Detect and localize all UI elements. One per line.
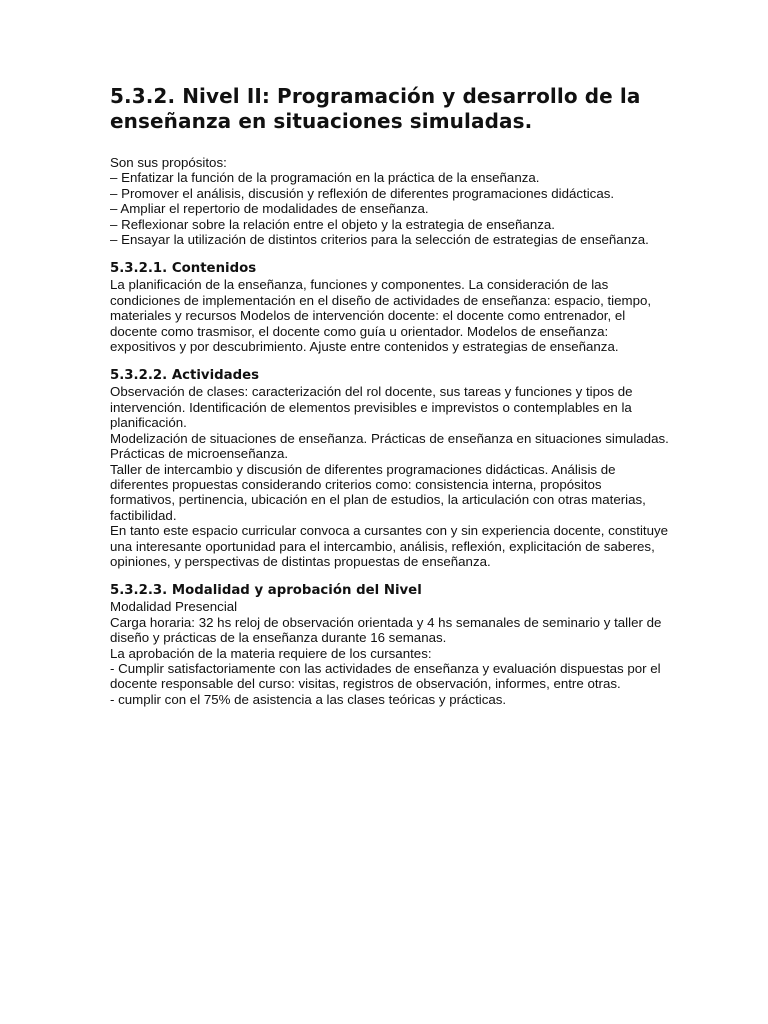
purpose-item: – Reflexionar sobre la relación entre el objeto y la estrategia de enseñanza. (110, 216, 555, 232)
section-paragraph: Observación de clases: caracterización del rol docente, sus tareas y funciones y tipos de intervención. Identificación de elementos previsibles e imprevistos o contemplables en la planificación. (110, 384, 633, 431)
section-paragraph: - cumplir con el 75% de asistencia a las clases teóricas y prácticas. (110, 691, 507, 707)
section-paragraph: Modalidad Presencial (110, 599, 238, 615)
section-heading: 5.3.2.3. Modalidad y aprobación del Nivel (110, 583, 422, 599)
section-paragraph: Modelización de situaciones de enseñanza. Prácticas de enseñanza en situaciones simuladas. Prácticas de microenseñanza. (110, 430, 669, 462)
section-heading: 5.3.2.1. Contenidos (110, 261, 257, 277)
purpose-item: – Promover el análisis, discusión y reflexión de diferentes programaciones didácticas. (110, 185, 615, 201)
section-paragraph: La planificación de la enseñanza, funciones y componentes. La consideración de las condiciones de implementación en el diseño de actividades de enseñanza: espacio, tiempo, materiales y recursos Modelos de intervención docente: el docente como entrenador, el docente como trasmisor, el docente como guía u orientador. Modelos de enseñanza: expositivos y por descubrimiento. Ajuste entre contenidos y estrategias de enseñanza. (110, 277, 652, 355)
intro-lead: Son sus propósitos: (110, 155, 227, 170)
section-heading: 5.3.2.2. Actividades (110, 368, 260, 384)
purpose-item: – Ampliar el repertorio de modalidades de enseñanza. (110, 201, 429, 217)
intro-block (110, 155, 670, 247)
document-page (110, 84, 670, 707)
section-paragraph: La aprobación de la materia requiere de los cursantes: (110, 645, 432, 661)
purpose-item: – Ensayar la utilización de distintos criterios para la selección de estrategias de enseñanza. (110, 232, 649, 248)
page-title: 5.3.2. Nivel II: Programación y desarrollo de la enseñanza en situaciones simuladas. (110, 84, 641, 133)
section-paragraph: Carga horaria: 32 hs reloj de observación orientada y 4 hs semanales de seminario y taller de diseño y prácticas de la enseñanza durante 16 semanas. (110, 614, 662, 646)
section-modalidad (110, 583, 670, 707)
section-contenidos (110, 261, 670, 354)
section-paragraph: Taller de intercambio y discusión de diferentes programaciones didácticas. Análisis de diferentes propuestas considerando criterios como: consistencia interna, propósitos formativos, pertinencia, ubicación en el plan de estudios, la articulación con otras materias, factibilidad. (110, 461, 646, 523)
section-paragraph: En tanto este espacio curricular convoca a cursantes con y sin experiencia docente, constituye una interesante oportunidad para el intercambio, análisis, reflexión, explicitación de saberes, opiniones, y perspectivas de distintas propuestas de enseñanza. (110, 523, 669, 569)
section-actividades (110, 368, 670, 569)
section-paragraph: - Cumplir satisfactoriamente con las actividades de enseñanza y evaluación dispuestas por el docente responsable del curso: visitas, registros de observación, informes, entre otras. (110, 660, 661, 692)
purpose-item: – Enfatizar la función de la programación en la práctica de la enseñanza. (110, 170, 540, 186)
